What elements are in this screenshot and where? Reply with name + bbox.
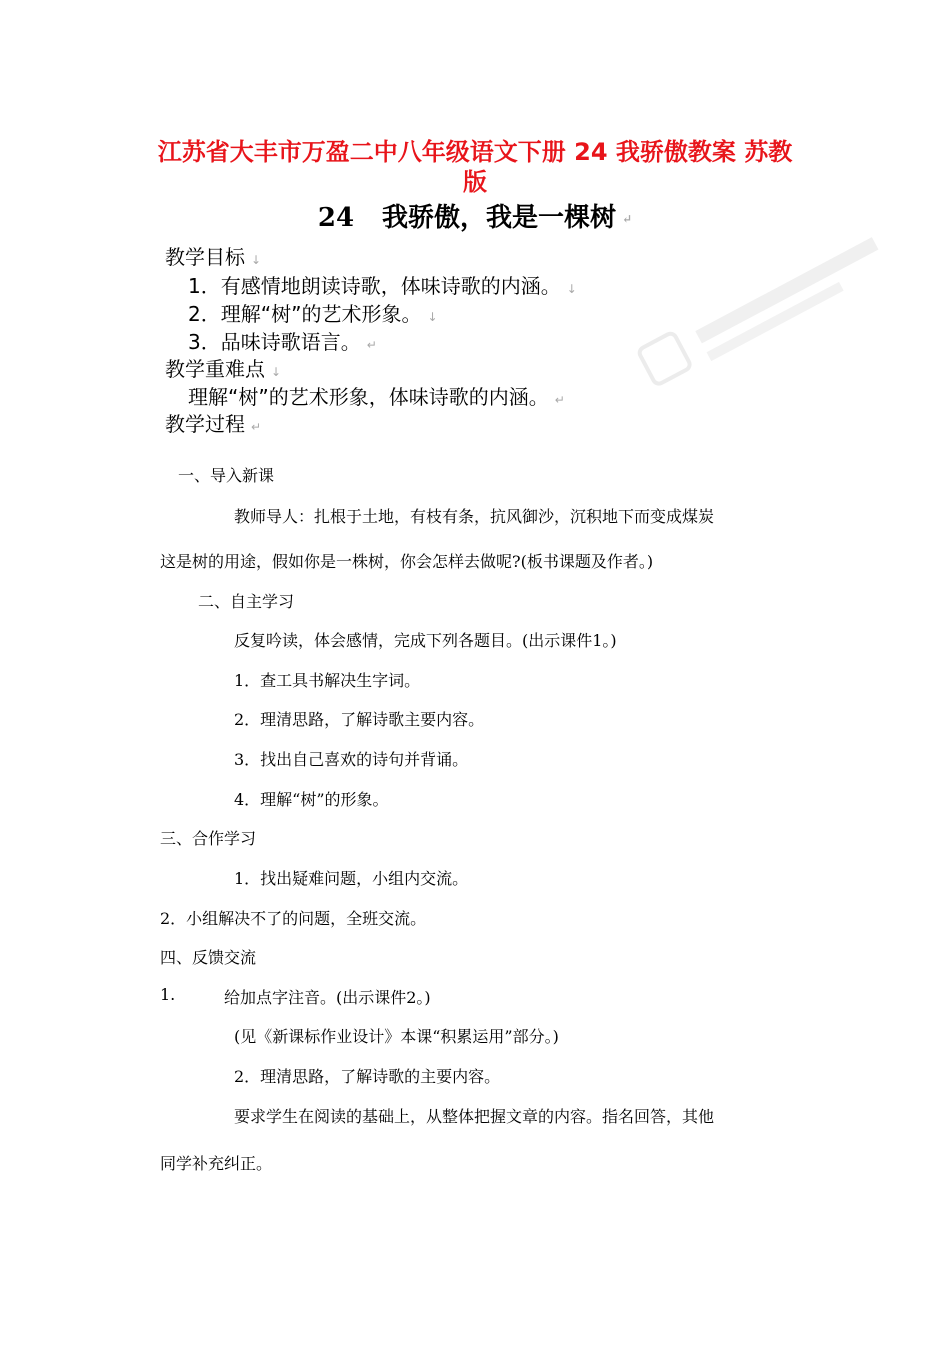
list-item: 给加点字注音。(出示课件2。) xyxy=(224,988,431,1007)
key-points-heading: 教学重难点 ↓ xyxy=(165,353,281,382)
list-item: 2．小组解决不了的问题，全班交流。 xyxy=(160,909,427,928)
document-title: 江苏省大丰市万盈二中八年级语文下册 24 我骄傲教案 苏教版 xyxy=(157,138,793,196)
list-item-number: 1. xyxy=(160,985,176,1004)
objective-item: 3．品味诗歌语言。 ↵ xyxy=(188,326,377,355)
list-item: 2．理清思路，了解诗歌的主要内容。 xyxy=(234,1067,501,1086)
section-heading: 三、合作学习 xyxy=(160,829,257,848)
key-points-text: 理解“树”的艺术形象，体味诗歌的内涵。 ↵ xyxy=(188,381,565,410)
list-item: 1．查工具书解决生字词。 xyxy=(234,671,421,690)
objectives-heading: 教学目标 ↓ xyxy=(165,241,261,270)
list-item: 3．找出自己喜欢的诗句并背诵。 xyxy=(234,750,469,769)
paragraph-line: (见《新课标作业设计》本课“积累运用”部分。) xyxy=(234,1027,559,1046)
objective-item: 2．理解“树”的艺术形象。 ↓ xyxy=(188,298,438,327)
list-item: 1．找出疑难问题，小组内交流。 xyxy=(234,869,469,888)
paragraph-line: 反复吟读，体会感情，完成下列各题目。(出示课件1。) xyxy=(234,631,617,650)
paragraph-mark-icon: ↵ xyxy=(622,212,633,226)
list-item: 2．理清思路，了解诗歌主要内容。 xyxy=(234,710,485,729)
process-heading: 教学过程 ↵ xyxy=(165,408,261,437)
paragraph-line: 教师导人：扎根于土地，有枝有条，抗风御沙，沉积地下而变成煤炭 xyxy=(234,507,715,526)
section-heading: 二、自主学习 xyxy=(198,592,295,611)
paragraph-line: 要求学生在阅读的基础上，从整体把握文章的内容。指名回答，其他 xyxy=(234,1107,715,1126)
section-heading: 一、导入新课 xyxy=(178,466,275,485)
lesson-title-line xyxy=(0,197,950,234)
paragraph-line: 这是树的用途，假如你是一株树，你会怎样去做呢?(板书课题及作者。) xyxy=(160,552,654,571)
objective-item: 1．有感情地朗读诗歌，体味诗歌的内涵。 ↓ xyxy=(188,270,577,299)
lesson-title: 我骄傲，我是一棵树 xyxy=(382,203,617,233)
paragraph-line: 同学补充纠正。 xyxy=(160,1154,273,1173)
section-heading: 四、反馈交流 xyxy=(160,948,257,967)
lesson-number: 24 xyxy=(317,203,355,233)
list-item: 4．理解“树”的形象。 xyxy=(234,790,389,809)
